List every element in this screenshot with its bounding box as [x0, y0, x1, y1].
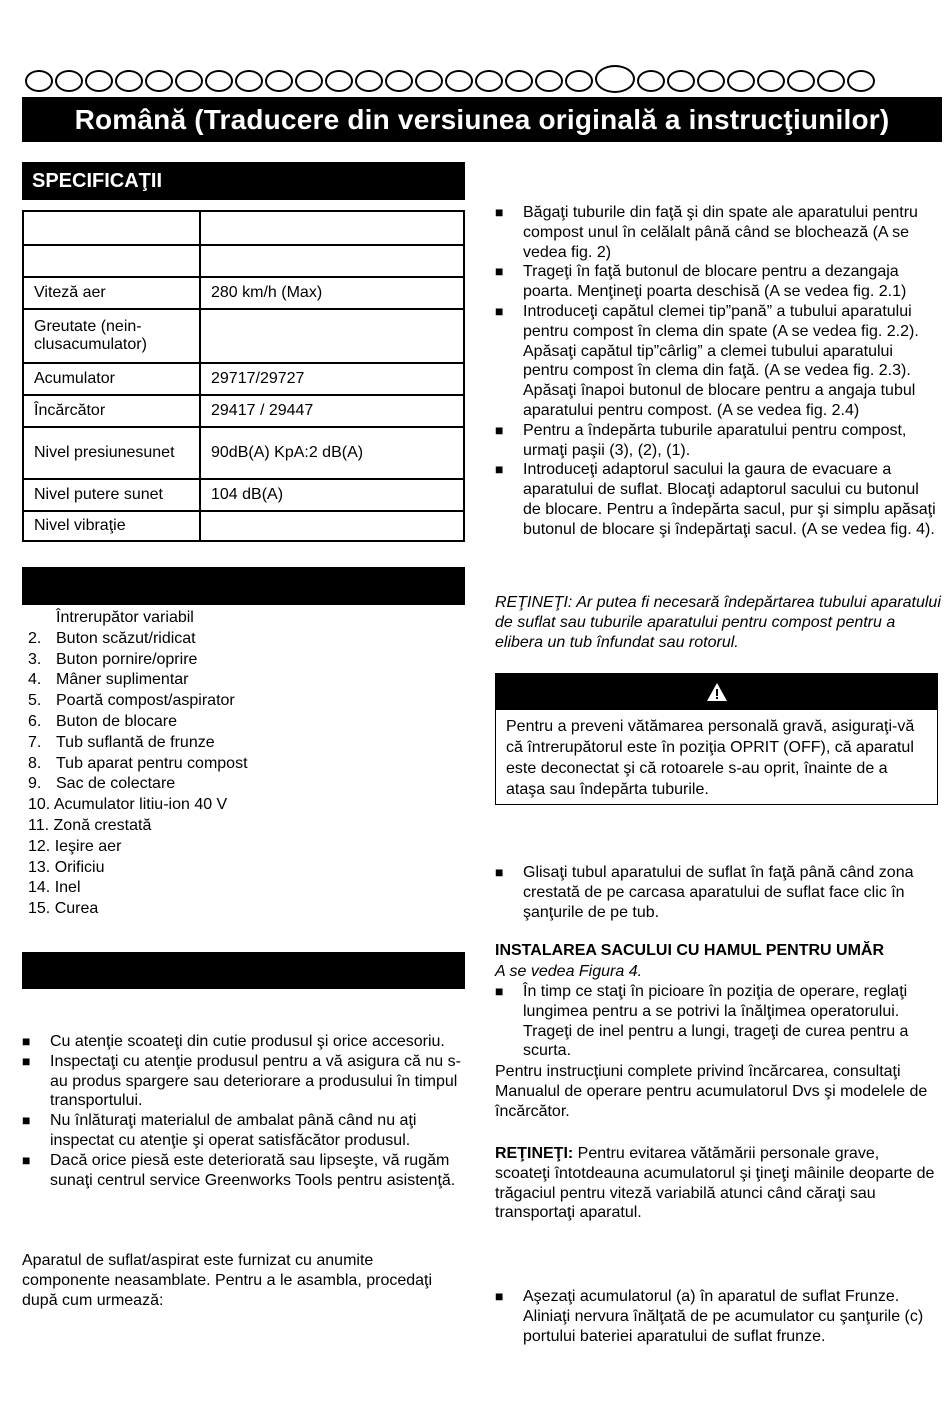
page-oval [355, 70, 383, 92]
parts-item [28, 837, 458, 858]
page-oval [175, 70, 203, 92]
compost-step: ■ Băgaţi tuburile din faţă şi din spate ale aparatului pentru compost unul în celălalt până când se blochează (A se vedea fig. 2) [495, 203, 938, 262]
battery-step: ■ Aşezaţi acumulatorul (a) în aparatul de suflat Frunze. Aliniaţi nervura înălţată de pe acumulator cu şanţurile (c) portului bateriei aparatului de suflat frunze. [495, 1287, 938, 1346]
unpacking-item: ■ Dacă orice piesă este deteriorată sau lipseşte, vă rugăm sunaţi centrul service Greenworks Tools pentru asistenţă. [22, 1151, 465, 1191]
page-oval [505, 70, 533, 92]
parts-list [28, 608, 458, 920]
spec-label: Greutate (nein-clusacumulator) [23, 309, 200, 363]
parts-item [28, 733, 458, 754]
page-oval [235, 70, 263, 92]
page-oval [25, 70, 53, 92]
part-number: 6. [28, 712, 42, 730]
spec-label: Viteză aer [23, 277, 200, 309]
page-oval [445, 70, 473, 92]
spec-label: Încărcător [23, 395, 200, 427]
spec-value [200, 511, 464, 541]
unpacking-item: ■ Cu atenţie scoateţi din cutie produsul şi orice accesoriu. [22, 1032, 465, 1052]
compost-steps-list [495, 203, 938, 540]
parts-item [28, 691, 458, 712]
current-language-oval [595, 65, 635, 93]
page-oval [637, 70, 665, 92]
parts-item [28, 795, 458, 816]
charging-paragraph: Pentru instrucţiuni complete privind încărcarea, consultaţi Manualul de operare pentru acumulatorul Dvs şi modelele de încărcător. [495, 1063, 928, 1120]
part-label: Mâner suplimentar [56, 671, 189, 689]
parts-item [28, 774, 458, 795]
page-oval [265, 70, 293, 92]
parts-item [28, 712, 458, 733]
spec-value: 29717/29727 [200, 363, 464, 395]
part-label: Buton de blocare [56, 712, 177, 730]
specs-heading: SPECIFICAŢII [22, 162, 465, 200]
page-oval [55, 70, 83, 92]
page-oval [667, 70, 695, 92]
unpacking-item: ■ Nu înlăturaţi materialul de ambalat până când nu aţi inspectat cu atenţie şi operat satisfăcător produsul. [22, 1111, 465, 1151]
page-oval [145, 70, 173, 92]
spec-value [200, 245, 464, 277]
part-label: Întrerupător variabil [56, 609, 194, 626]
note-transport [495, 1144, 938, 1223]
parts-item [28, 754, 458, 775]
warning-header [495, 673, 938, 709]
page-oval [85, 70, 113, 92]
part-label: Poartă compost/aspirator [56, 692, 235, 710]
page-oval [535, 70, 563, 92]
part-label: Acumulator litiu-ion 40 V [53, 796, 228, 814]
warning-triangle-icon [706, 682, 728, 702]
page-oval [817, 70, 845, 92]
spec-label: Nivel putere sunet [23, 479, 200, 511]
spec-value: 280 km/h (Max) [200, 277, 464, 309]
part-number: 14. [28, 879, 51, 897]
part-number: 9. [28, 775, 42, 793]
unpacking-heading-bar [22, 952, 465, 989]
spec-row [23, 211, 464, 245]
part-number: 15. [28, 900, 51, 918]
parts-item [28, 650, 458, 671]
part-number: 13. [28, 858, 51, 876]
parts-item [28, 670, 458, 691]
part-number: 12. [28, 837, 51, 855]
page-oval [385, 70, 413, 92]
part-number: 5. [28, 692, 42, 710]
part-number: 10. [28, 796, 51, 814]
note-text: Pentru evitarea vătămării personale grave, scoateţi întotdeauna acumulatorul şi ţineţi mâinile deoparte de trăgaciul pentru viteză variabilă atunci când căraţi sau transportaţi aparatul. [495, 1145, 935, 1222]
part-label: Curea [54, 900, 99, 918]
spec-row [23, 309, 464, 363]
compost-step: ■ Pentru a îndepărta tuburile aparatului pentru compost, urmaţi paşii (3), (2), (1). [495, 421, 938, 461]
blower-steps-list [495, 863, 938, 922]
page-oval [205, 70, 233, 92]
parts-item [28, 608, 458, 629]
page-oval [475, 70, 503, 92]
spec-row [23, 277, 464, 309]
shoulder-strap-steps [495, 982, 938, 1061]
spec-label [23, 211, 200, 245]
part-number: 3. [28, 650, 42, 668]
part-label: Tub aparat pentru compost [56, 754, 248, 772]
page-oval [757, 70, 785, 92]
compost-step: ■ Introduceţi capătul clemei tip”pană” a tubului aparatului pentru compost în clema din spate (A se vedea fig. 2.2). Apăsaţi capătul tip”cârlig” a clemei tubului aparatului pentru compost în clema din faţă. (A se vedea fig. 2.3). Apăsaţi înapoi butonul de blocare pentru a angaja tubul aparatului pentru compost. (A se vedea fig. 2.4) [495, 302, 938, 421]
unpacking-item: ■ Inspectaţi cu atenţie produsul pentru a vă asigura că nu s-au produs spargere sau deteriorare a produsului în timpul transportului. [22, 1052, 465, 1111]
spec-row [23, 363, 464, 395]
battery-steps-list [495, 1287, 938, 1346]
spec-row [23, 245, 464, 277]
page-oval [325, 70, 353, 92]
part-label: Tub suflantă de frunze [56, 733, 215, 751]
warning-box: Pentru a preveni vătămarea personală gravă, asiguraţi-vă că întrerupătorul este în poziţia OPRIT (OFF), că aparatul este deconectat şi că rotoarele s-au oprit, înainte de a ataşa sau îndepărta tuburile. [495, 709, 938, 805]
part-number: 2. [28, 629, 42, 647]
page-oval [697, 70, 725, 92]
part-label: Ieşire aer [54, 837, 122, 855]
part-number: 4. [28, 671, 42, 689]
part-number: 11. [28, 816, 50, 834]
part-label: Sac de colectare [56, 775, 176, 793]
assembly-intro: Aparatul de suflat/aspirat este furnizat cu anumite componente neasamblate. Pentru a le asambla, procedaţi după cum urmează: [22, 1252, 433, 1309]
page-oval [727, 70, 755, 92]
spec-label: Nivel vibraţie [23, 511, 200, 541]
parts-item [28, 899, 458, 920]
parts-item [28, 858, 458, 879]
compost-step: ■ Trageţi în faţă butonul de blocare pentru a dezangaja poarta. Menţineţi poarta deschisă (A se vedea fig. 2.1) [495, 262, 938, 302]
parts-item [28, 816, 458, 837]
spec-label: Nivel presiunesunet [23, 427, 200, 479]
note-label: REŢINEŢI: [495, 1145, 574, 1162]
shoulder-strap-subtitle: A se vedea Figura 4. [495, 963, 643, 980]
part-label: Buton scăzut/ridicat [56, 629, 196, 647]
spec-value [200, 211, 464, 245]
parts-item [28, 878, 458, 899]
spec-row [23, 511, 464, 541]
note-clog: REŢINEŢI: Ar putea fi necesară îndepărtarea tubului aparatului de suflat sau tuburile aparatului pentru compost pentru a elibera un tub înfundat sau rotorul. [495, 594, 941, 651]
page-oval [787, 70, 815, 92]
spec-value: 90dB(A) KpA:2 dB(A) [200, 427, 464, 479]
compost-step: ■ Introduceţi adaptorul sacului la gaura de evacuare a aparatului de suflat. Blocaţi adaptorul sacului cu butonul de blocare. Pentru a îndepărta sacul, pur şi simplu apăsaţi butonul de blocare şi îndepărtaţi sacul. (A se vedea fig. 4). [495, 460, 938, 539]
spec-label [23, 245, 200, 277]
spec-value [200, 309, 464, 363]
part-label: Zonă crestată [53, 816, 152, 834]
part-number: 8. [28, 754, 42, 772]
shoulder-strap-heading: INSTALAREA SACULUI CU HAMUL PENTRU UMĂR [495, 942, 885, 959]
part-label: Orificiu [54, 858, 105, 876]
blower-step: ■ Glisaţi tubul aparatului de suflat în faţă până când zona crestată de pe carcasa aparatului de suflat face clic în şanţurile de pe tub. [495, 863, 938, 922]
shoulder-step: ■ În timp ce staţi în picioare în poziţia de operare, reglaţi lungimea pentru a se potrivi la înălţimea operatorului. Trageţi de inel pentru a lungi, trageţi de curea pentru a scurta. [495, 982, 938, 1061]
part-number: 7. [28, 733, 42, 751]
spec-label: Acumulator [23, 363, 200, 395]
spec-row [23, 427, 464, 479]
spec-row [23, 479, 464, 511]
page-index-ovals [25, 68, 935, 94]
page-oval [295, 70, 323, 92]
page-oval [847, 70, 875, 92]
page-title: Română (Traducere din versiunea originală a instrucţiunilor) [22, 97, 942, 142]
spec-value: 29417 / 29447 [200, 395, 464, 427]
part-label: Inel [54, 879, 81, 897]
part-label: Buton pornire/oprire [56, 650, 198, 668]
spec-row [23, 395, 464, 427]
page-oval [115, 70, 143, 92]
parts-heading-bar [22, 567, 465, 605]
unpacking-list [22, 1032, 465, 1190]
page-oval [415, 70, 443, 92]
parts-item [28, 629, 458, 650]
specs-table [22, 210, 465, 542]
spec-value: 104 dB(A) [200, 479, 464, 511]
page-oval [565, 70, 593, 92]
